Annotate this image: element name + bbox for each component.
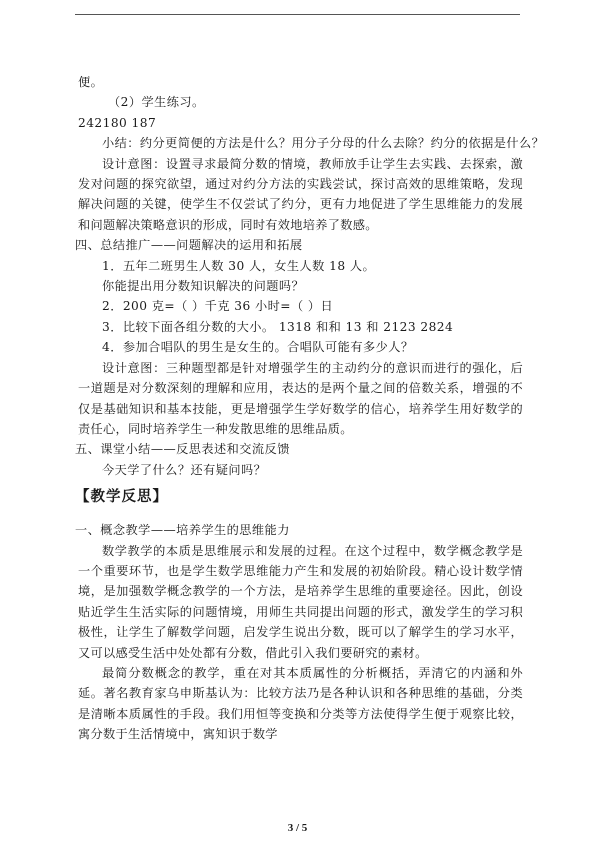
- summary-question: 今天学了什么？还有疑问吗？: [102, 462, 267, 477]
- page-number: 3 / 5: [287, 822, 308, 834]
- exercise-numbers: 242180 187: [78, 115, 157, 130]
- question-4: 4．参加合唱队的男生是女生的。合唱队可能有多少人？: [102, 340, 414, 355]
- reflection-section-1: 一、概念教学——培养学生的思维能力: [75, 523, 290, 538]
- header-rule: [75, 14, 520, 15]
- text-line: 便。: [78, 75, 104, 89]
- document-body: [75, 72, 545, 745]
- reflection-paragraph: 数学教学的本质是思维展示和发展的过程。在这个过程中，数学概念教学是一个重要环节，也是学生数学思维能力产生和发展的初始阶段。精心设计数学情境，是加强数学概念教学的一个方法，是培养学生思维的重要途径。因此，创设贴近学生生活实际的问题情境，用师生共同提出问题的形式，激发学生的学习积极性，让学生了解数学问题，启发学生说出分数，既可以了解学生的学习水平，又可以感受生活中处处都有分数，借此引入我们要研究的素材。: [78, 543, 523, 660]
- reflection-paragraph: 最简分数概念的教学，重在对其本质属性的分析概括，弄清它的内涵和外延。著名教育家乌申斯基认为：比较方法乃是各种认识和各种思维的基础，分类是清晰本质属性的手段。我们用恒等变换和分类等方法使得学生便于观察比较，寓分数于生活情境中，寓知识于数学: [78, 665, 523, 742]
- design-intent-paragraph: 设计意图：三种题型都是针对增强学生的主动约分的意识而进行的强化，后一道题是对分数深刻的理解和应用，表达的是两个量之间的倍数关系，增强的不仅是基础知识和基本技能，更是增强学生学好数学的信心，培养学生用好数学的责任心，同时培养学生一种发散思维的思维品质。: [78, 360, 523, 436]
- summary-line: 小结：约分更简便的方法是什么？用分子分母的什么去除？约分的依据是什么？: [102, 136, 545, 151]
- section-heading-5: 五、课堂小结——反思表述和交流反馈: [75, 442, 290, 457]
- question-2: 2．200 克=（ ）千克 36 小时=（ ）日: [102, 299, 334, 314]
- reflection-heading: 【教学反思】: [75, 489, 168, 506]
- question-1: 1．五年二班男生人数 30 人，女生人数 18 人。: [102, 258, 376, 273]
- design-intent-paragraph: 设计意图：设置寻求最简分数的情境，教师放手让学生去实践、去探索，激发对问题的探究欲望，通过对约分方法的实践尝试，探讨高效的思维策略，发现解决问题的关键，使学生不仅尝试了约分，更有力地促进了学生思维能力的发展和问题解决策略意识的形成，同时有效地培养了数感。: [78, 156, 523, 232]
- subsection-label: （2）学生练习。: [108, 95, 205, 110]
- question-3: 3．比较下面各组分数的大小。 1318 和和 13 和 2123 2824: [102, 319, 454, 334]
- question-1-prompt: 你能提出用分数知识解决的问题吗？: [102, 279, 305, 294]
- section-heading-4: 四、总结推广——问题解决的运用和拓展: [75, 238, 303, 253]
